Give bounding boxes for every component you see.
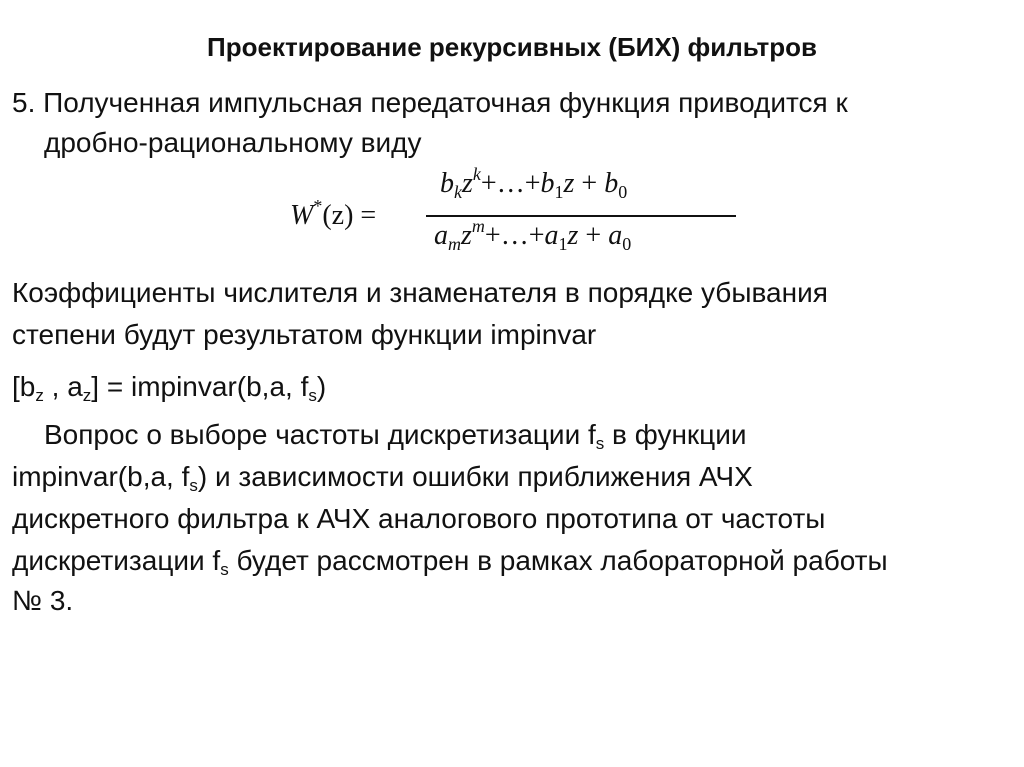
question-l1-sub: s	[595, 434, 605, 453]
formula-lhs-arg: (z) =	[322, 200, 377, 231]
question-l2-b: ) и зависимости ошибки приближения АЧХ	[197, 461, 753, 492]
formula-lhs-w: W	[290, 200, 314, 231]
question-line-3: дискретного фильтра к АЧХ аналогового прототипа от частоты	[12, 503, 826, 534]
coefficients-line-2: степени будут результатом функции impinvar	[12, 319, 597, 350]
question-l1-b: в функции	[604, 419, 747, 450]
call-sub-z1: z	[35, 386, 44, 405]
coefficients-line-1: Коэффициенты числителя и знаменателя в порядке убывания	[12, 277, 828, 308]
slide-title: Проектирование рекурсивных (БИХ) фильтров	[207, 32, 817, 62]
call-sub-s: s	[308, 386, 317, 405]
question-l4-sub: s	[220, 560, 229, 579]
formula-lhs-star: *	[313, 196, 323, 216]
impinvar-call	[12, 368, 1012, 406]
call-eq: ] = impinvar(b,a, f	[91, 371, 309, 402]
item-5-line-1: 5. Полученная импульсная передаточная функция приводится к	[12, 87, 848, 118]
call-sub-z2: z	[82, 386, 92, 405]
question-l4-b: будет рассмотрен в рамках лабораторной работы	[228, 545, 888, 576]
question-l2-sub: s	[189, 476, 198, 495]
call-mid: , a	[43, 371, 83, 402]
formula-denominator: $a_mz^m+\dots+a_1z + a_0$	[434, 216, 632, 254]
call-close: )	[316, 371, 327, 402]
call-open: [b	[12, 371, 36, 402]
transfer-function-formula	[290, 164, 760, 264]
question-line-5: № 3.	[12, 585, 74, 616]
formula-numerator: $b_kz^k+\dots+b_1z + b_0$	[440, 164, 628, 202]
question-line-2	[12, 458, 1012, 496]
question-l1-a: Вопрос о выборе частоты дискретизации f	[44, 419, 596, 450]
formula-lhs	[290, 196, 376, 232]
question-l2-a: impinvar(b,a, f	[12, 461, 190, 492]
question-l4-a: дискретизации f	[12, 545, 221, 576]
question-line-1	[12, 416, 1024, 454]
item-5-line-2: дробно-рациональному виду	[44, 127, 422, 158]
question-line-4	[12, 542, 1012, 580]
